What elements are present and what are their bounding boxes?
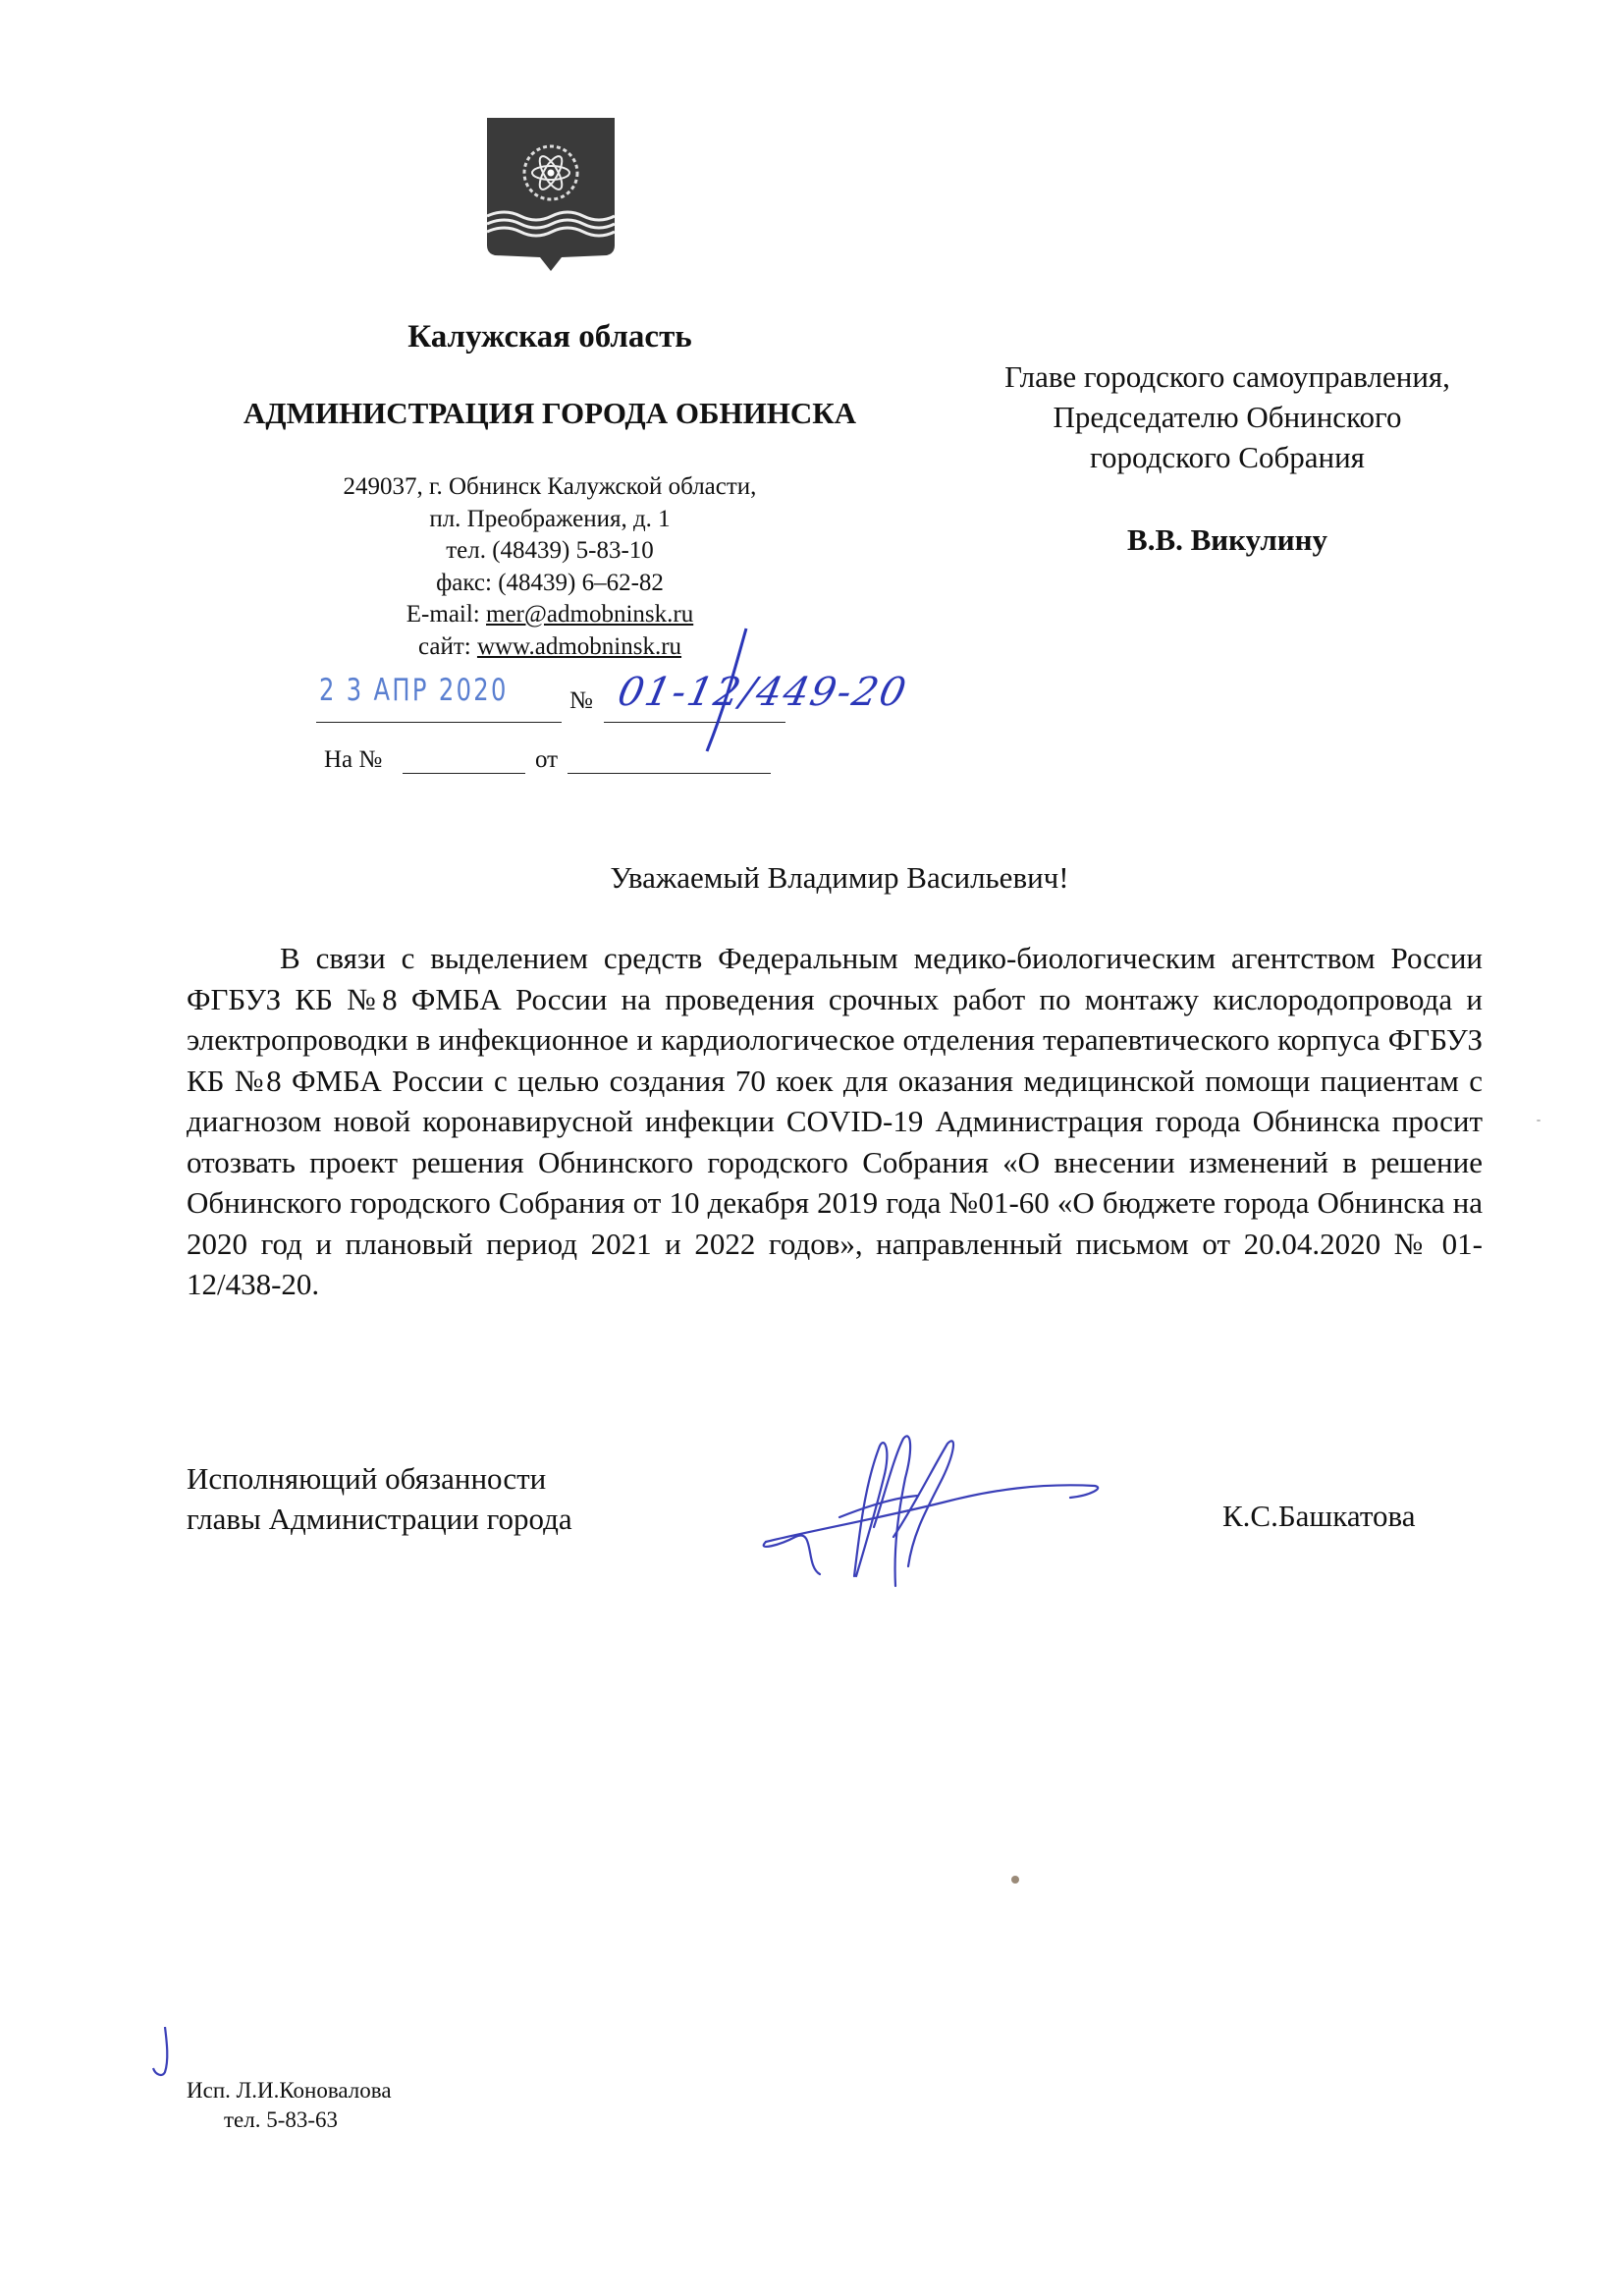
salutation: Уважаемый Владимир Васильевич! xyxy=(610,860,1069,895)
scan-speck xyxy=(1537,1120,1541,1121)
executor-name: Исп. Л.И.Коновалова xyxy=(187,2078,392,2103)
reply-to-label: На № xyxy=(324,746,383,773)
signatory-name: К.С.Башкатова xyxy=(1222,1499,1416,1533)
city-emblem-icon xyxy=(485,116,617,273)
recipient-line-1: Главе городского самоуправления, xyxy=(1004,359,1450,394)
site-label: сайт: xyxy=(417,632,477,660)
handwritten-signature-icon xyxy=(746,1419,1119,1606)
letter-body: В связи с выделением средств Федеральным медико-биологическим агентством России ФГБУЗ КБ №8 ФМБА России на проведения срочных работ по монтажу кислородопровода и электропроводки в инфекционное и кардиологическое отделения терапевтического корпуса ФГБУЗ КБ №8 ФМБА России с целью создания 70 коек для оказания медицинской помощи пациентам с диагнозом новой коронавирусной инфекции COVID-19 Администрация города Обнинска просит отозвать проект решения Обнинского городского Собрания «О внесении изменений в решение Обнинского городского Собрания от 10 декабря 2019 года №01-60 «О бюджете города Обнинска на 2020 год и плановый период 2021 и 2022 годов», направленный письмом от 20.04.2020 № 01-12/438-20. xyxy=(187,941,1483,1301)
signatory-title-line-2: главы Администрации города xyxy=(187,1502,572,1536)
region-heading: Калужская область xyxy=(407,319,692,355)
date-underline xyxy=(316,722,562,723)
address-line-2: пл. Преображения, д. 1 xyxy=(429,505,671,532)
phone-line: тел. (48439) 5-83-10 xyxy=(446,537,654,564)
site-link[interactable]: www.admobninsk.ru xyxy=(476,632,682,660)
date-stamp: 2 3 АПР 2020 xyxy=(319,673,509,708)
organization-heading: АДМИНИСТРАЦИЯ ГОРОДА ОБНИНСКА xyxy=(243,396,857,430)
email-label: E-mail: xyxy=(406,601,487,628)
executor-block xyxy=(187,2076,392,2135)
address-line-1: 249037, г. Обнинск Калужской области, xyxy=(343,473,757,500)
from-label: от xyxy=(535,746,559,773)
email-link[interactable]: mer@admobninsk.ru xyxy=(486,601,694,628)
recipient-line-3: городского Собрания xyxy=(1090,440,1365,474)
number-label: № xyxy=(569,687,593,714)
signatory-title xyxy=(187,1458,572,1539)
fax-line: факс: (48439) 6–62-82 xyxy=(436,569,664,596)
executor-phone: тел. 5-83-63 xyxy=(224,2107,339,2132)
recipient-block xyxy=(943,356,1512,477)
reply-date-blank xyxy=(568,773,771,774)
scan-speck xyxy=(1011,1876,1019,1884)
handwritten-outgoing-number: 01-12/449-20 xyxy=(614,670,912,715)
signatory-title-line-1: Исполняющий обязанности xyxy=(187,1461,547,1496)
recipient-line-2: Председателю Обнинского xyxy=(1053,400,1402,434)
number-underline xyxy=(604,722,785,723)
recipient-name: В.В. Викулину xyxy=(1127,522,1327,557)
reply-number-blank xyxy=(403,773,525,774)
pen-stroke-icon xyxy=(697,624,756,761)
check-mark-icon xyxy=(147,2023,177,2082)
